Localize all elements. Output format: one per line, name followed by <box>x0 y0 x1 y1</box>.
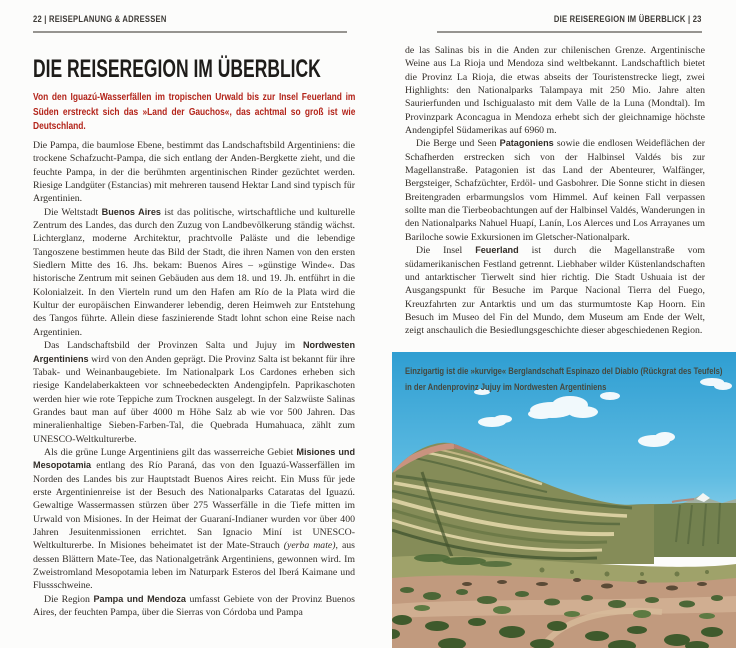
intro-paragraph: Von den Iguazú-Wasserfällen im tropischen Urwald bis zur Insel Feuerland im Süden erstreckt sich das »Land der Gauchos«, das achtmal so groß ist wie Deutschland. <box>33 91 356 132</box>
body-paragraph: Die Berge und Seen Patagoniens sowie die endlosen Weideflächen der Schafherden erstrecken sich von der Halbinsel Valdés bis zur Magellanstraße. Patagonien ist das Land der Abenteurer, Walfänger, Bergsteiger, Schafzüchter, Erdöl- und Gasbohrer. Die Sonne sticht in diesen Breitengraden erbarmungslos vom Himmel. Auf keinen Fall verpassen sollte man die Tierbeobachtungen auf der Halbinsel Valdés, Wanderungen in den Nationalparks Nahuel Huapí, Lanín, Los Alerces und Los Arrayanes um Bariloche sowie Exkursionen im Gletscher-Nationalpark. <box>405 138 705 243</box>
body-paragraph: de las Salinas bis in die Anden zur chilenischen Grenze. Argentinische Weine aus La Rioja und Mendoza sind weltbekannt. Landschaftlich bietet die Provinz La Rioja, die etwas abseits der Touristenstrecke liegt, zwei Highlights: den Nationalparks Talampaya mit 250 Mio. Jahre alten Saurierfunden und Ischigualasto mit dem Valle de la Luna (Mondtal). Im Provinzpark Aconcagua in Mendoza erhebt sich der gleichnamige höchste Andengipfel Südamerikas auf 6960 m. <box>405 45 705 137</box>
running-head-right: DIE REISEREGION IM ÜBERBLICK | 23 <box>554 14 702 25</box>
body-paragraph: Die Region Pampa und Mendoza umfasst Gebiete von der Provinz Buenos Aires, der feuchten Pampa, über die Sierras von Córdoba und Pampa <box>33 593 355 619</box>
text-column-left <box>33 139 355 619</box>
photo-caption-line1: Einzigartig ist die »kurvige« Berglandschaft Espinazo del Diablo (Rückgrat des Teufels) <box>405 366 723 376</box>
page-title: DIE REISEREGION IM ÜBERBLICK <box>33 55 321 83</box>
landscape-photo <box>392 352 736 648</box>
body-paragraph: Die Pampa, die baumlose Ebene, bestimmt das Landschaftsbild Argentiniens: die trockene Schafzucht-Pampa, die sich entlang der Anden-Bergkette zieht, und die feuchte Pampa, in der die berühmten argentinischen Rinder gezüchtet werden. Riesige Landgüter (Estancias) mit mehreren tausend Hektar Land sind typisch für Argentinien. <box>33 140 355 205</box>
body-paragraph: Als die grüne Lunge Argentiniens gilt das wasserreiche Gebiet Misiones und Mesopotamia entlang des Río Paraná, das von den Iguazú-Wasserfällen im Norden des Landes bis zur Hauptstadt Buenos Aires reicht. Ein Muss für jede erste Argentinienreise ist der Besuch des Nationalparks Cataratas del Iguazú. Gewaltige Wassermassen stürzen über 275 Wasserfälle in die Tiefe mitten im Urwald von Misiones. In der Heimat der Guaraní-Indianer wurden vor über 400 Jahren Jesuitenmissionen errichtet. San Ignacio Miní ist UNESCO-Weltkulturerbe. In Misiones beheimatet ist der Mate-Strauch (yerba mate), aus dessen Blättern Mate-Tee, das Nationalgetränk Argentiniens, gewonnen wird. Im Zweistromland Mesopotamia leben im Naturpark Esteros del Iberá Kaimane und Flussschweine. <box>33 446 355 592</box>
text-column-right <box>405 44 705 338</box>
photo-caption-line2: in der Andenprovinz Jujuy im Nordwesten Argentiniens <box>405 381 607 392</box>
header-rule-right <box>437 31 702 33</box>
photo-caption <box>405 364 722 395</box>
running-head-left: 22 | REISEPLANUNG & ADRESSEN <box>33 14 167 25</box>
body-paragraph: Die Insel Feuerland ist durch die Magellanstraße vom südamerikanischen Festland getrennt. Liebhaber wilder Küstenlandschaften und antarktischer Tierwelt sind hier richtig. Die Stadt Ushuaia ist der Ausgangspunkt für Besuche im Parque Nacional Tierra del Fuego, Kreuzfahrten zur Antarktis und um das sturmumtoste Kap Hoorn. Ein Besuch im Museo del Fin del Mundo, dem Museum am Ende der Welt, zeigt anschaulich die Besiedlungsgeschichte dieser abgeschiedenen Region. <box>405 245 705 337</box>
body-paragraph: Die Weltstadt Buenos Aires ist das politische, wirtschaftliche und kulturelle Zentrum des Landes, das durch den Zuzug von Landbevölkerung ständig wächst. Lichterglanz, moderne Architektur, prachtvolle Paläste und die lebendige Tangoszene bestimmen heute das Bild der Stadt, die ihren Namen von den ersten Siedlern Mitte des 16. Jhs. bekam: Buenos Aires – »günstige Winde«. Das historische Zentrum mit seinen Gebäuden aus dem 18. und 19. Jh. entführt in die Kolonialzeit. In den Vierteln rund um den Hafen am Río de la Plata wird die Kultur der europäischen Einwanderer lebendig, deren Heimweh zur Entstehung des Tangos führte. Allein diese faszinierende Stadt lohnt schon eine Reise nach Argentinien. <box>33 206 355 338</box>
body-paragraph: Das Landschaftsbild der Provinzen Salta und Jujuy im Nordwesten Argentiniens wird von den Anden geprägt. Die Provinz Salta ist bekannt für ihre Tabak- und Weinanbaugebiete. Im Nationalpark Los Cardones erheben sich riesige Kandelaberkakteen vor schneebedeckten Andengipfeln. Paprikaschoten werden hier wie rote Teppiche zum Trocknen ausgelegt. In der Salzwüste Salinas Grandes baut man auf über 4000 m Höhe Salz ab wie vor 500 Jahren. Das mineralienhaltige Sieben-Farben-Tal, die Quebrada Humahuaca, zählt zum UNESCO-Weltkulturerbe. <box>33 340 355 445</box>
header-rule-left <box>33 31 347 33</box>
mountain-landscape-illustration <box>392 352 736 648</box>
